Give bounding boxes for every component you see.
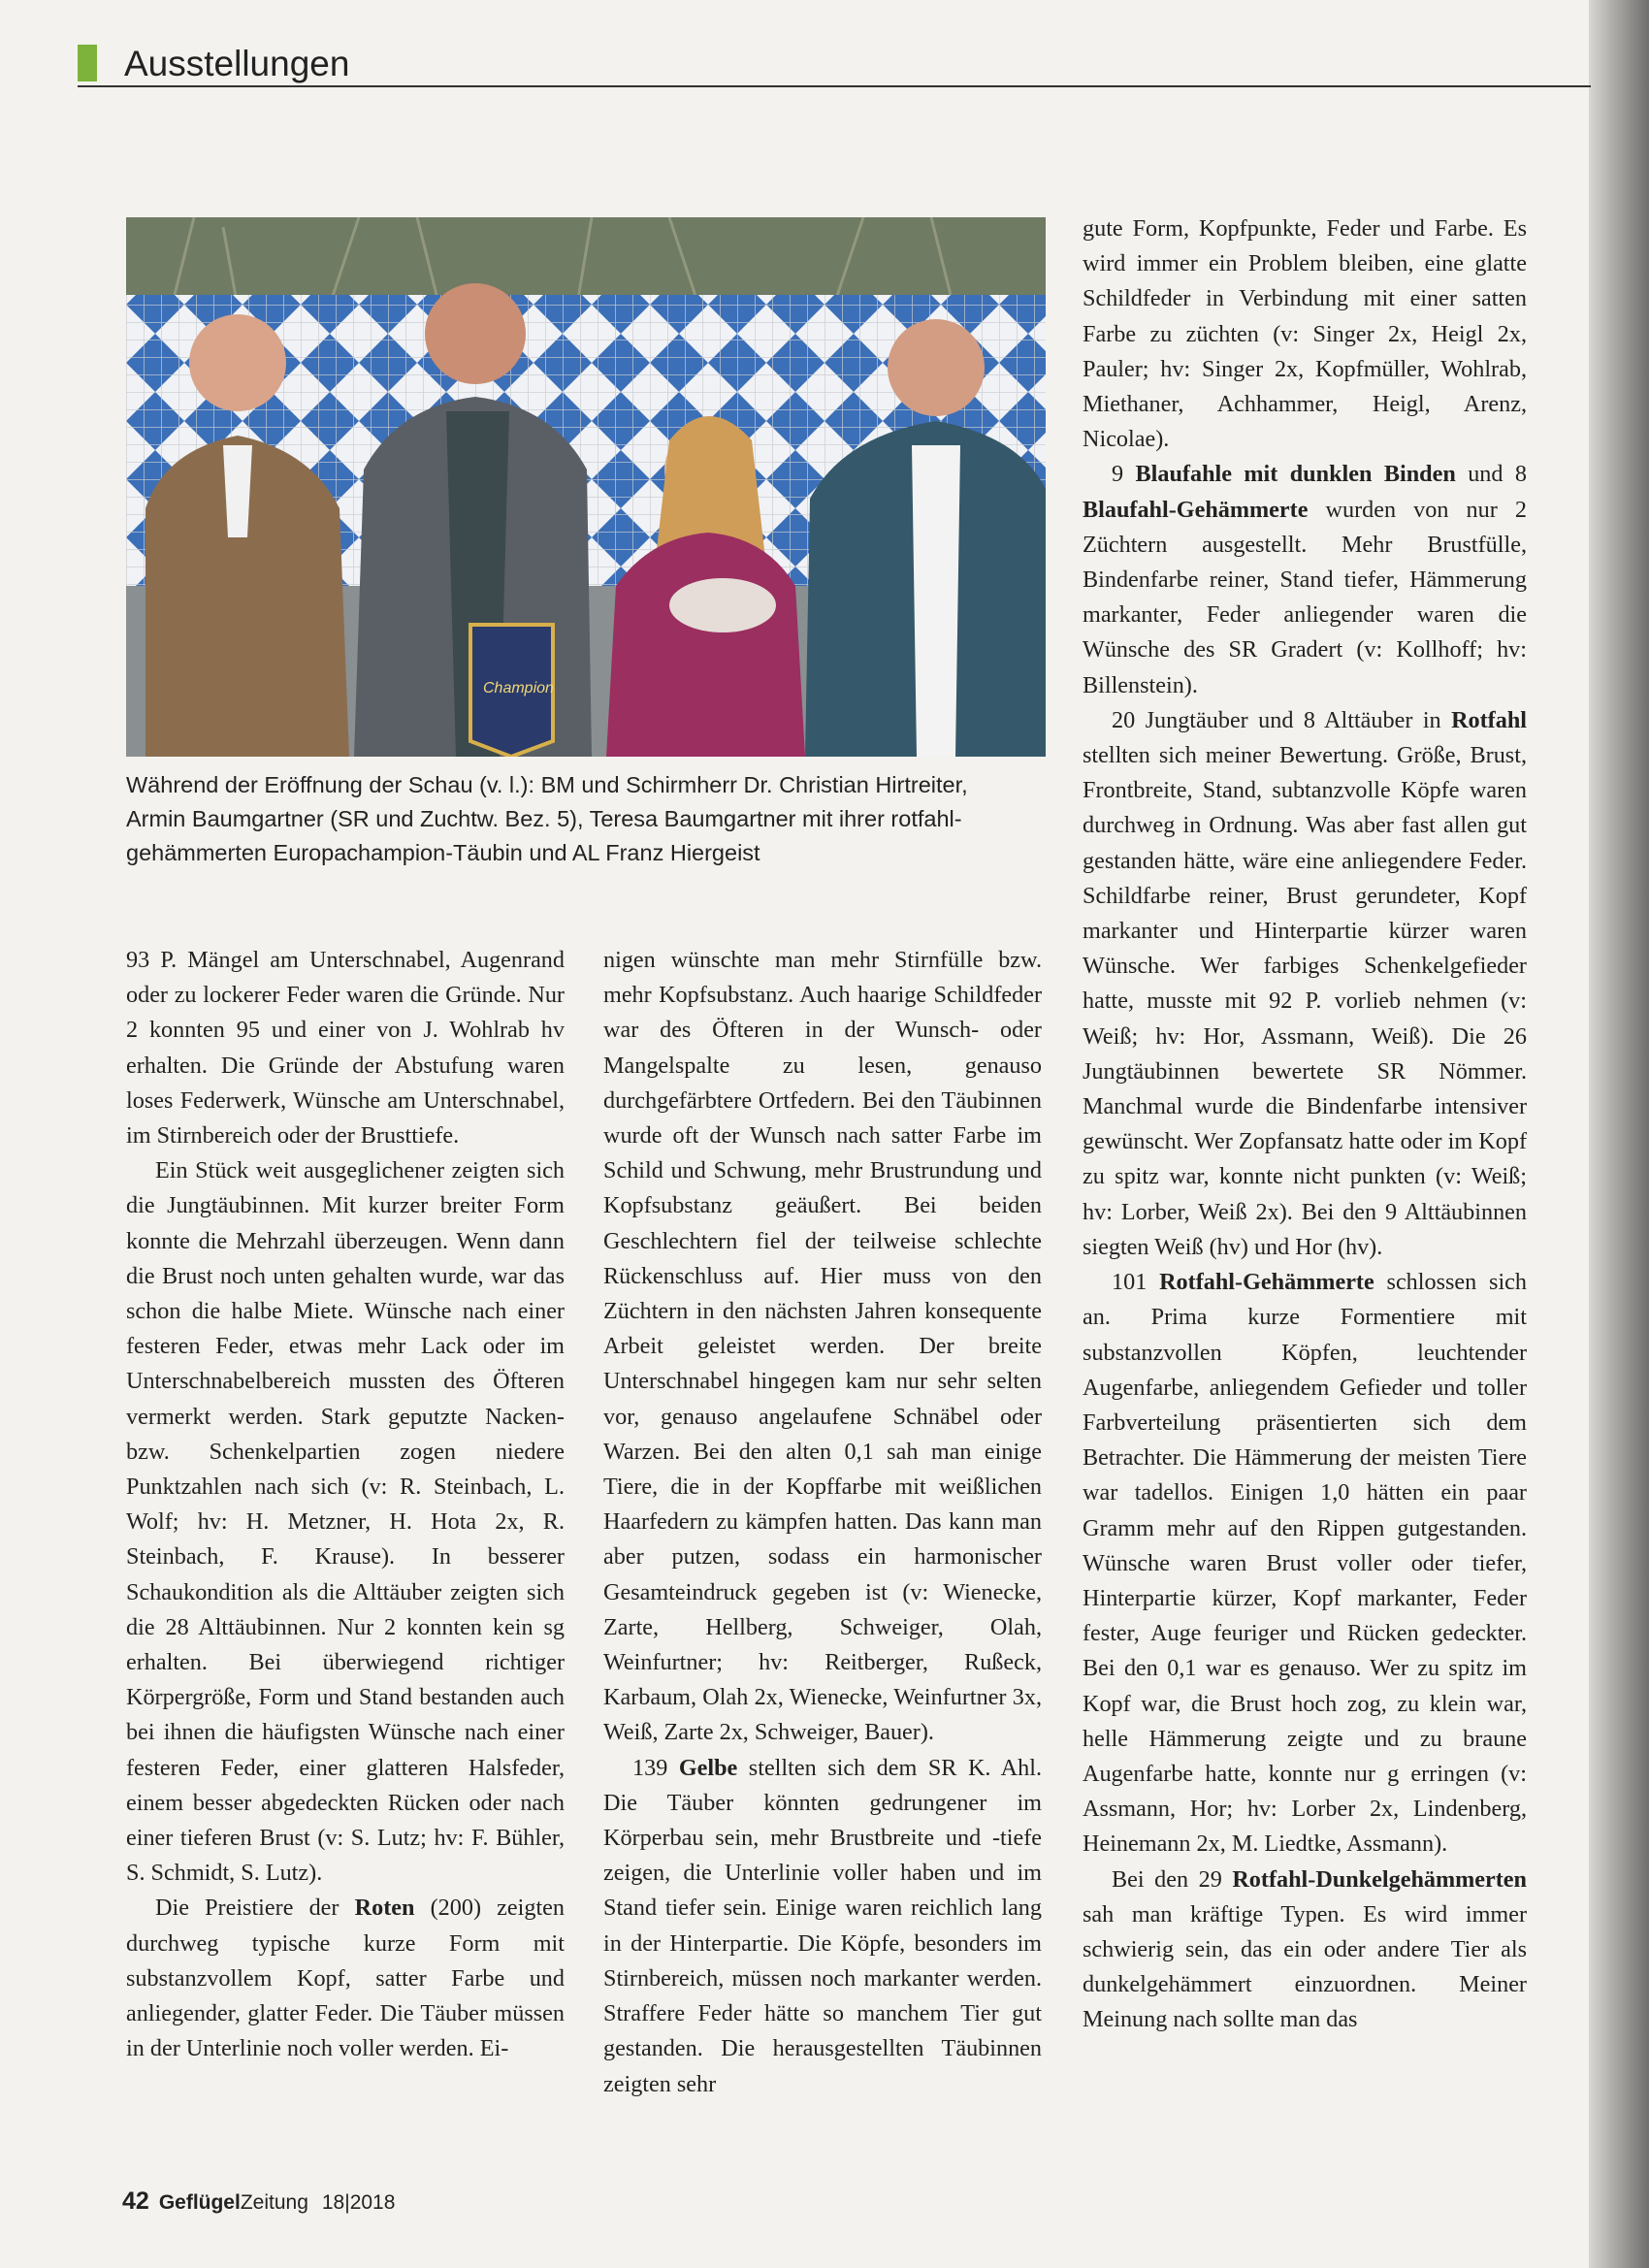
pennant-label: Champion: [483, 680, 554, 697]
paragraph: 101 Rotfahl-Gehämmerte schlossen sich an. Prima kurze Formentiere mit substanzvollen Köpfen, leuchtender Augenfarbe, anliegendem Gefieder und toller Farbverteilung präsentierten sich dem Betrachter. Die Hämmerung der meisten Tiere war tadellos. Einigen 1,0 hätten ein paar Gramm mehr auf den Rippen gutgestanden. Wünsche waren Brust voller oder tiefer, Hinterpartie kürzer, Kopf markanter, Feder fester, Auge feuriger und Rücken gedeckter. Bei den 0,1 war es genauso. Wer zu spitz im Kopf war, die Brust hoch zog, zu klein war, helle Hämmerung zeigte und zu braune Augenfarbe hatte, konnte nur g erringen (v: Assmann, Hor; hv: Lorber 2x, Lindenberg, Heinemann 2x, M. Liedtke, Assmann).: [1083, 1269, 1527, 1858]
photo-caption: [126, 768, 1057, 870]
text-column-3: [1083, 211, 1527, 2038]
page-spine-shadow: [1589, 0, 1649, 2268]
paragraph: nigen wünschte man mehr Stirnfülle bzw. mehr Kopfsubstanz. Auch haarige Schildfeder war des Öfteren in der Wunsch- oder Mangelspalte zu lesen, genauso durchgefärbtere Ortfedern. Bei den Täubinnen wurde oft der Wunsch nach satter Farbe im Schild und Schwung, mehr Brustrundung und Kopfsubstanz geäußert. Bei beiden Geschlechtern fiel der teilweise schlechte Rückenschluss auf. Hier muss von den Züchtern in den nächsten Jahren konsequente Arbeit geleistet werden. Der breite Unterschnabel hingegen kam nur sehr selten vor, genauso angelaufene Schnäbel oder Warzen. Bei den alten 0,1 sah man einige Tiere, die in der Kopffarbe mit weißlichen Haarfedern zu kämpfen hatten. Das kann man aber putzen, sodass ein harmonischer Gesamteindruck gegeben ist (v: Wienecke, Zarte, Hellberg, Schweiger, Olah, Weinfurtner; hv: Reitberger, Rußeck, Karbaum, Olah 2x, Wienecke, Weinfurtner 3x, Weiß, Zarte 2x, Schweiger, Bauer).: [603, 947, 1042, 1746]
paragraph: Ein Stück weit ausgeglichener zeigten sich die Jungtäubinnen. Mit kurzer breiter Form konnte die Mehrzahl überzeugen. Wenn dann die Brust noch unten gehalten wurde, war das schon die halbe Miete. Wünsche nach einer festeren Feder, etwas mehr Lack oder im Unterschnabelbereich mussten des Öfteren vermerkt werden. Stark geputzte Nacken- bzw. Schenkelpartien zogen niedere Punktzahlen nach sich (v: R. Steinbach, L. Wolf; hv: H. Metzner, H. Hota 2x, R. Steinbach, F. Krause). In besserer Schaukondition als die Alttäuber zeigten sich die 28 Alttäubinnen. Nur 2 konnten kein sg erhalten. Bei überwiegend richtiger Körpergröße, Form und Stand bestanden auch bei ihnen die häufigsten Wünsche nach einer festeren Feder, einer glatteren Halsfeder, einem besser abgedeckten Rücken oder nach einer tieferen Brust (v: S. Lutz; hv: F. Bühler, S. Schmidt, S. Lutz).: [126, 1157, 565, 1887]
page-footer: [122, 2187, 395, 2218]
paragraph: 20 Jungtäuber und 8 Alttäuber in Rotfahl stellten sich meiner Bewertung. Größe, Brust, Frontbreite, Stand, subtanzvolle Köpfe waren durchweg in Ordnung. Was aber fast allen gut gestanden hätte, wäre eine anliegendere Feder. Schildfarbe reiner, Brust gerundeter, Kopf markanter und Hinterpartie kürzer waren Wünsche. Wer farbiges Schenkelgefieder hatte, musste mit 92 P. vorlieb nehmen (v: Weiß; hv: Hor, Assmann, Weiß). Die 26 Jungtäubinnen bewertete SR Nömmer. Manchmal wurde die Bindenfarbe intensiver gewünscht. Wer Zopfansatz hatte oder im Kopf zu spitz war, konnte nicht punkten (v: Weiß; hv: Lorber, Weiß 2x). Bei den 9 Alttäubinnen siegten Weiß (hv) und Hor (hv).: [1083, 706, 1527, 1260]
text-column-2: [603, 943, 1042, 2102]
caption-line: gehämmerten Europachampion-Täubin und AL Franz Hiergeist: [126, 840, 760, 865]
magazine-name-bold: Geflügel: [158, 2191, 241, 2214]
paragraph: 93 P. Mängel am Unterschnabel, Augenrand oder zu lockerer Feder waren die Gründe. Nur 2 konnten 95 und einer von J. Wohlrab hv erhalten. Die Gründe der Abstufung waren loses Federwerk, Wünsche am Unterschnabel, im Stirnbereich oder der Brusttiefe.: [126, 947, 565, 1150]
header-rule: [78, 85, 1591, 87]
issue-number: 18|2018: [321, 2191, 396, 2214]
page-number: 42: [122, 2187, 149, 2215]
caption-line: Während der Eröffnung der Schau (v. l.): BM und Schirmherr Dr. Christian Hirtreiter,: [126, 772, 968, 797]
section-title: Ausstellungen: [124, 44, 350, 83]
section-accent-bar: [78, 45, 97, 81]
section-header: [78, 43, 1591, 87]
event-photo: [126, 217, 1046, 757]
text-column-1: [126, 943, 565, 2067]
paragraph: Die Preistiere der Roten (200) zeigten durchweg typische kurze Form mit substanzvollem Kopf, satter Farbe und anliegender, glatter Feder. Die Täuber müssen in der Unterlinie noch voller werden. Ei-: [126, 1895, 565, 2062]
paragraph: gute Form, Kopfpunkte, Feder und Farbe. Es wird immer ein Problem bleiben, eine glatte Schildfeder in Verbindung mit einer satten Farbe zu züchten (v: Singer 2x, Heigl 2x, Pauler; hv: Singer 2x, Kopfmüller, Wohlrab, Miethaner, Achhammer, Heigl, Arenz, Nicolae).: [1083, 215, 1527, 453]
magazine-name-regular: Zeitung: [240, 2191, 308, 2214]
paragraph: Bei den 29 Rotfahl-Dunkelgehämmerten sah man kräftige Typen. Es wird immer schwierig sein, das ein oder andere Tier als dunkelgehämmert einzuordnen. Meiner Meinung nach sollte man das: [1083, 1865, 1527, 2033]
caption-line: Armin Baumgartner (SR und Zuchtw. Bez. 5), Teresa Baumgartner mit ihrer rotfahl-: [126, 806, 962, 831]
paragraph: 9 Blaufahle mit dunklen Binden und 8 Blaufahl-Gehämmerte wurden von nur 2 Züchtern ausgestellt. Mehr Brustfülle, Bindenfarbe reiner, Stand tiefer, Hämmerung markanter, Feder anliegender waren die Wünsche des SR Gradert (v: Kollhoff; hv: Billenstein).: [1083, 461, 1527, 698]
paragraph: 139 Gelbe stellten sich dem SR K. Ahl. Die Täuber könnten gedrungener im Körperbau sein, mehr Brustbreite und -tiefe zeigen, die Unterlinie voller haben und im Stand tiefer sein. Einige waren reichlich lang in der Hinterpartie. Die Köpfe, besonders im Stirnbereich, müssen noch markanter werden. Straffere Feder hätte so manchem Tier gut gestanden. Die herausgestellten Täubinnen zeigten sehr: [603, 1754, 1042, 2097]
